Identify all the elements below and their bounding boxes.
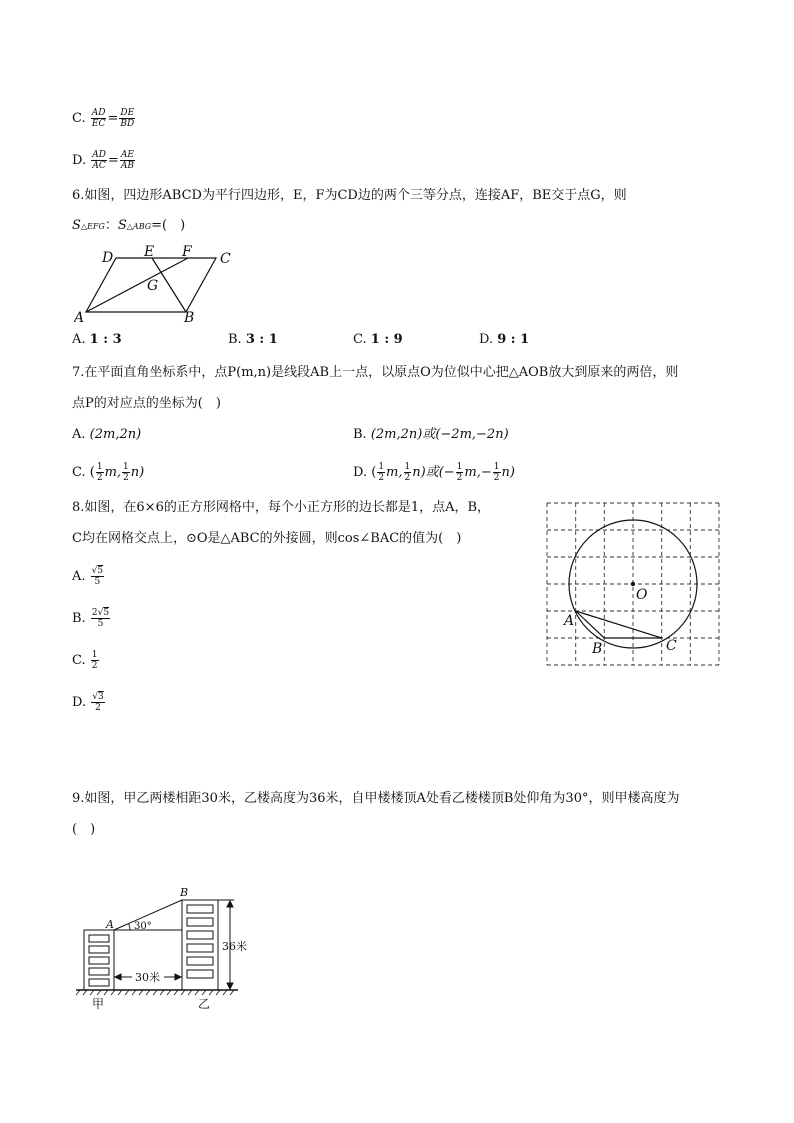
q8-option-a[interactable]: A. $\frac{√5}{5}$: [72, 566, 104, 587]
label-a: A: [106, 918, 114, 931]
q8-grid-figure: [544, 500, 724, 670]
q6-option-d[interactable]: D. 9 : 1: [479, 332, 530, 347]
q6-stem-line2: S△EFG：S△ABG=( ): [72, 218, 186, 233]
q8-stem-line2: C均在网格交点上，⊙O是△ABC的外接圆，则cos∠BAC的值为( ): [72, 531, 462, 546]
label-b: B: [184, 310, 195, 324]
q8-option-c[interactable]: C. $\frac{1}{2}$: [72, 650, 98, 671]
q6-stem-line1: 6.如图，四边形ABCD为平行四边形，E，F为CD边的两个三等分点，连接AF，BE交于点G，则: [72, 188, 627, 203]
label-c: C: [666, 638, 677, 654]
label-a: A: [564, 613, 575, 629]
label-b: B: [592, 641, 603, 657]
label-e: E: [144, 244, 155, 260]
q7-option-c[interactable]: C. ( $\frac{1}{2}$ m, $\frac{1}{2}$ n): [72, 462, 145, 483]
q9-buildings-figure: [74, 882, 254, 1012]
label-c: C: [220, 251, 231, 267]
distance-label: 30米: [135, 971, 160, 984]
q9-stem-line1: 9.如图，甲乙两楼相距30米，乙楼高度为36米，自甲楼楼顶A处看乙楼楼顶B处仰角为30°，则甲楼高度为: [72, 791, 680, 806]
label-b: B: [180, 886, 189, 899]
sight-lines: [114, 900, 234, 930]
q6-parallelogram-figure: [74, 244, 244, 324]
building-jia: [84, 930, 114, 990]
q6-option-b[interactable]: B. 3 : 1: [228, 332, 278, 347]
label-a: A: [74, 310, 85, 324]
label-g: G: [147, 278, 159, 294]
angle-label: 30°: [134, 921, 152, 932]
label-f: F: [182, 244, 192, 260]
q7-option-a[interactable]: A. (2m,2n): [72, 427, 142, 442]
q9-stem-line2: ( ): [72, 822, 96, 837]
q7-option-d[interactable]: D. ( $\frac{1}{2}$ m, $\frac{1}{2}$ n)或(− $\frac{1}{2}$ m,− $\frac{1}{2}$ n): [353, 462, 515, 483]
prev-option-c: C. $\frac{AD}{EC}$ = $\frac{DE}{BD}$: [72, 108, 135, 129]
q8-option-d[interactable]: D. $\frac{√3}{2}$: [72, 692, 104, 713]
center-point-o: [631, 582, 635, 586]
q6-option-a[interactable]: A. 1 : 3: [72, 332, 122, 347]
building-yi: [182, 900, 218, 990]
label-yi: 乙: [198, 997, 211, 1011]
angle-arc: [129, 924, 130, 931]
prev-option-d: D. $\frac{AD}{AC}$ = $\frac{AE}{AB}$: [72, 150, 134, 171]
label-jia: 甲: [92, 997, 105, 1011]
label-o: O: [636, 587, 648, 603]
q8-stem-line1: 8.如图，在6×6的正方形网格中，每个小正方形的边长都是1，点A，B，: [72, 500, 491, 515]
height-label: 36米: [222, 940, 247, 953]
label-d: D: [102, 250, 114, 266]
q6-option-c[interactable]: C. 1 : 9: [353, 332, 403, 347]
triangle-abc: [576, 611, 662, 638]
q7-option-b[interactable]: B. (2m,2n)或(−2m,−2n): [353, 427, 509, 442]
q7-stem-line1: 7.在平面直角坐标系中，点P(m,n)是线段AB上一点，以原点O为位似中心把△AOB放大到原来的两倍，则: [72, 365, 679, 380]
q7-stem-line2: 点P的对应点的坐标为( ): [72, 396, 221, 411]
q8-option-b[interactable]: B. $\frac{2√5}{5}$: [72, 608, 110, 629]
